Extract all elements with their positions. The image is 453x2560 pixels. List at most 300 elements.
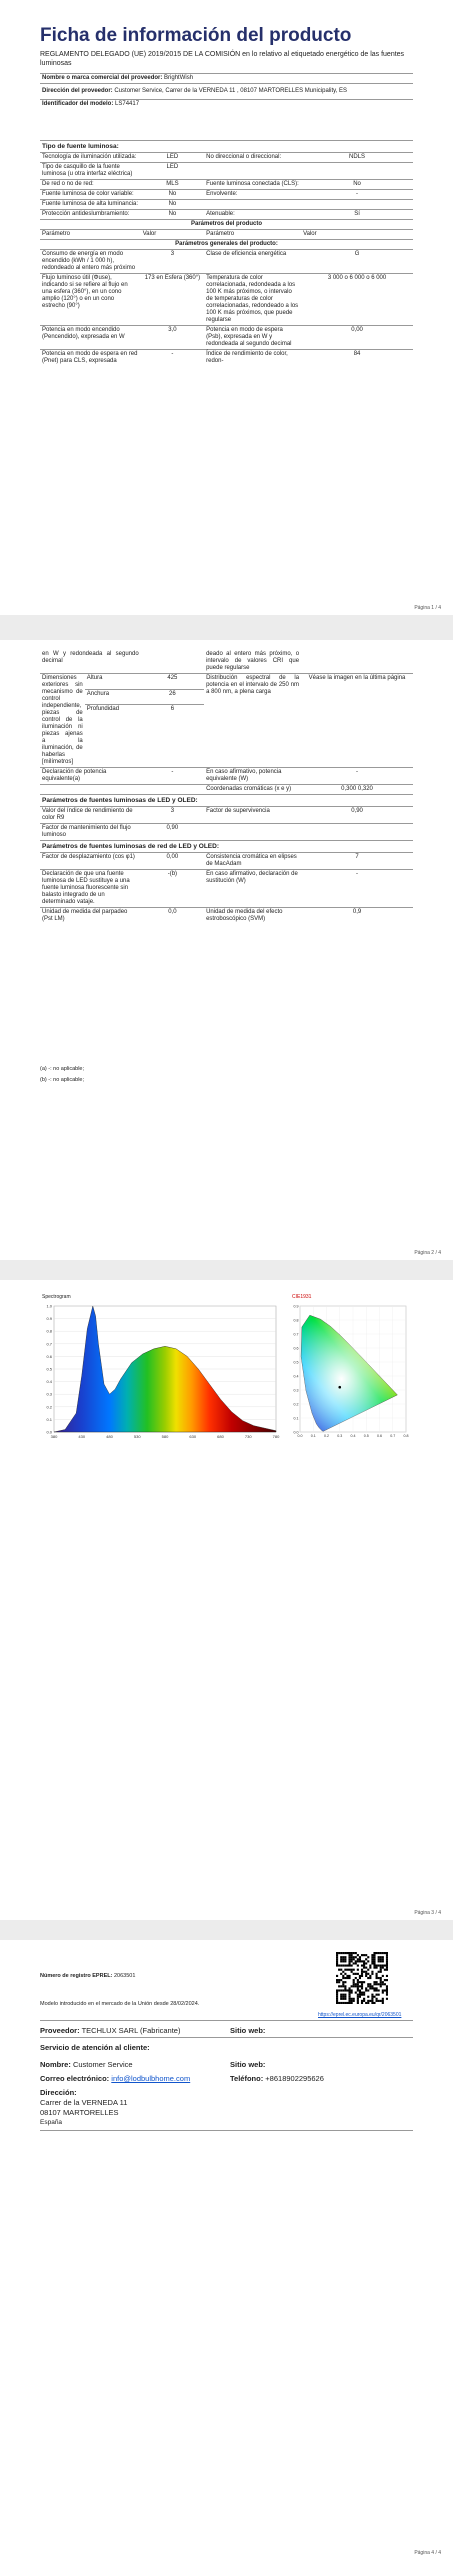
qr-module [357,1958,359,1960]
qr-module [342,1998,344,2000]
qr-module [376,1952,378,1954]
qr-module [376,1987,378,1989]
page-number: Página 2 / 4 [414,1250,441,1256]
qr-module [378,1983,380,1985]
qr-module [357,1998,359,2000]
qr-module [386,1958,388,1960]
qr-module [344,1969,346,1971]
qr-module [382,2000,384,2002]
qr-module [344,1994,346,1996]
qr-module [340,1989,342,1991]
type-label: De red o no de red: [40,180,141,190]
qr-module [373,1958,375,1960]
qr-module [386,1989,388,1991]
qr-module [382,1989,384,1991]
phone: Teléfono: +8618902295626 [230,2074,324,2083]
page-number: Página 4 / 4 [414,2550,441,2556]
qr-module [348,1954,350,1956]
qr-module [338,1981,340,1983]
email: Correo electrónico: info@lodbulbhome.com [40,2074,191,2083]
x-tick-label: 780 [272,1434,280,1439]
type-value: No [301,180,413,190]
y-tick-label: 0.5 [46,1366,52,1372]
page-number: Página 1 / 4 [414,605,441,611]
qr-module [359,1956,361,1958]
qr-module [361,1985,363,1987]
divider [40,2020,413,2021]
qr-module [338,1979,340,1981]
qr-module [359,1996,361,1998]
qr-module [380,1958,382,1960]
qr-module [353,1956,355,1958]
qr-module [348,1962,350,1964]
qr-module [384,1969,386,1971]
qr-module [336,1956,338,1958]
x-tick-label: 380 [50,1434,58,1439]
cie-chart [290,1302,410,1447]
qr-module [359,1977,361,1979]
regulation-text: REGLAMENTO DELEGADO (UE) 2019/2015 DE LA COMISIÓN en lo relativo al etiquetado energético de las fuentes luminosas [40,51,405,67]
qr-module [371,1987,373,1989]
led-value [301,824,413,841]
led-row [40,807,413,824]
y-tick-label: 0.2 [46,1404,52,1410]
qr-module [340,1956,342,1958]
qr-module [348,1989,350,1991]
param-col-2: Parámetro [204,230,301,240]
qr-module [355,1985,357,1987]
spectral-value: Véase la imagen en la última página [301,674,413,768]
qr-module [355,1952,357,1954]
y-tick-label: 0.1 [46,1416,52,1422]
qr-module [351,1954,353,1956]
qr-module [357,1985,359,1987]
eprel-link[interactable]: https://eprel.ec.europa.eu/qr/2063501 [318,2012,402,2018]
qr-module [363,1992,365,1994]
supplier-name-row: Nombre o marca comercial del proveedor: BrightWish [40,74,413,84]
x-tick-label: 0.0 [297,1434,303,1438]
type-row [40,153,413,163]
qr-module [336,1989,338,1991]
type-row [40,210,413,220]
qr-module [382,1958,384,1960]
qr-module [336,1958,338,1960]
section-type: Tipo de fuente luminosa: [40,141,413,153]
chromaticity-point [338,1386,341,1389]
y-tick-label: 0.7 [46,1341,52,1347]
qr-module [336,1994,338,1996]
general-label: Flujo luminoso útil (Φuse), indicando si se refiere al flujo en una esfera (360°), en un cono amplio (120°) o en un cono estrecho (90°) [40,274,141,326]
qr-module [342,1994,344,1996]
qr-module [369,2000,371,2002]
x-tick-label: 0.8 [403,1434,409,1438]
qr-module [357,1996,359,1998]
qr-module [361,1969,363,1971]
qr-module [378,1994,380,1996]
qr-module [351,1960,353,1962]
qr-module [355,1973,357,1975]
qr-code[interactable] [336,1952,388,2004]
y-tick-label: 0.3 [293,1388,299,1393]
qr-module [344,1964,346,1966]
mains-row [40,870,413,908]
x-tick-label: 0.5 [363,1434,369,1438]
qr-module [380,1960,382,1962]
qr-module [342,1989,344,1991]
qr-module [357,1994,359,1996]
cont-left: en W y redondeada al segundo decimal [42,651,139,664]
qr-module [342,1960,344,1962]
mains-row [40,853,413,870]
mains-label: Factor de desplazamiento (cos φ1) [40,853,141,870]
qr-module [359,1958,361,1960]
equiv-power-label: En caso afirmativo, potencia equivalente (W) [204,768,301,785]
qr-module [346,1964,348,1966]
qr-module [367,1985,369,1987]
type-label [204,163,301,180]
x-tick-label: 480 [106,1434,113,1439]
equiv-power-value: - [301,768,413,785]
qr-module [367,2000,369,2002]
qr-module [340,2002,342,2004]
qr-module [344,1952,346,1954]
mains-row [40,908,413,925]
qr-module [348,1977,350,1979]
qr-module [371,2000,373,2002]
x-tick-label: 630 [189,1434,197,1439]
service-website-label: Sitio web: [230,2060,266,2069]
qr-module [340,1958,342,1960]
qr-module [369,1985,371,1987]
qr-module [365,1975,367,1977]
qr-module [380,1952,382,1954]
qr-module [340,1952,342,1954]
type-value: No [141,210,204,220]
qr-module [380,1977,382,1979]
y-tick-label: 0.9 [293,1304,299,1309]
spec-table-2 [40,650,413,924]
type-value: NDLS [301,153,413,163]
qr-module [365,1973,367,1975]
mains-label: Consistencia cromática en elipses de MacAdam [204,853,301,870]
page-4 [0,1940,453,2560]
type-value: LED [141,153,204,163]
x-tick-label: 530 [133,1434,141,1439]
y-tick-label: 0.0 [46,1429,52,1435]
qr-module [348,1952,350,1954]
general-label: Potencia en modo de espera (Psb), expresada en W y redondeada al segundo decimal [204,326,301,350]
type-label: Protección antideslumbramiento: [40,210,141,220]
qr-module [380,2000,382,2002]
type-row [40,190,413,200]
supplier-address-row: Dirección del proveedor: Customer Service, Carrer de la VERNEDA 11 , 08107 MARTORELLES Municipality, ES [40,84,413,100]
qr-module [363,1998,365,2000]
qr-module [361,1987,363,1989]
type-label: Fuente luminosa de color variable: [40,190,141,200]
qr-module [351,1952,353,1954]
qr-module [351,2002,353,2004]
qr-module [351,1998,353,2000]
general-label: Potencia en modo encendido (Pencendido), expresada en W [40,326,141,350]
qr-module [359,1994,361,1996]
qr-module [344,1956,346,1958]
qr-module [361,1994,363,1996]
qr-module [346,1977,348,1979]
qr-module [361,2000,363,2002]
qr-module [342,1983,344,1985]
mains-value: 0,9 [301,908,413,925]
qr-module [357,2002,359,2004]
qr-module [376,1975,378,1977]
qr-module [340,1979,342,1981]
qr-module [351,1989,353,1991]
qr-module [359,1981,361,1983]
mains-label: En caso afirmativo, declaración de sustitución (W) [204,870,301,908]
qr-module [353,1962,355,1964]
qr-module [369,1977,371,1979]
qr-module [371,1956,373,1958]
qr-module [342,1964,344,1966]
y-tick-label: 0.2 [293,1402,299,1407]
mains-value: 7 [301,853,413,870]
dim-label-depth: Profundidad [85,705,141,768]
qr-module [380,1964,382,1966]
led-label [204,824,301,841]
y-tick-label: 0.8 [293,1318,299,1323]
qr-module [378,1952,380,1954]
qr-module [371,1971,373,1973]
qr-module [386,1952,388,1954]
qr-module [363,1964,365,1966]
qr-module [342,1981,344,1983]
qr-module [344,1958,346,1960]
address-label: Dirección: [40,2088,77,2097]
qr-module [336,1981,338,1983]
chroma-value: 0,300 0,320 [301,785,413,795]
led-value: 0,90 [301,807,413,824]
general-label: Clase de eficiencia energética [204,250,301,274]
param-col-1: Parámetro [40,230,141,240]
qr-module [342,1996,344,1998]
qr-module [355,1983,357,1985]
qr-module [348,1958,350,1960]
qr-module [365,1954,367,1956]
led-value: 3 [141,807,204,824]
product-params-header: Parámetros del producto [40,220,413,230]
spec-table-1 [40,140,413,366]
qr-module [351,2000,353,2002]
y-tick-label: 0.8 [46,1328,52,1334]
qr-module [363,1962,365,1964]
qr-module [378,1971,380,1973]
qr-module [357,1973,359,1975]
mains-label: Declaración de que una fuente luminosa de LED sustituye a una fuente luminosa fluorescente sin balasto integrado de un determinado vataje. [40,870,141,908]
cont-right: deado al entero más próximo, o intervalo de valores CRI que puede regularse [206,651,300,671]
qr-module [373,1983,375,1985]
qr-module [382,1964,384,1966]
qr-module [367,1969,369,1971]
qr-module [386,1967,388,1969]
dim-value-width: 26 [141,689,204,705]
qr-module [338,1985,340,1987]
qr-module [378,1958,380,1960]
qr-module [338,1969,340,1971]
mains-header: Parámetros de fuentes luminosas de red de LED y OLED: [40,841,413,853]
y-tick-label: 1.0 [46,1303,52,1309]
qr-module [376,2000,378,2002]
qr-module [355,1962,357,1964]
page-1 [0,0,453,615]
qr-module [348,1994,350,1996]
qr-module [361,2002,363,2004]
qr-module [380,1985,382,1987]
qr-module [386,1992,388,1994]
qr-module [340,1996,342,1998]
x-tick-label: 0.1 [310,1434,316,1438]
qr-module [336,1998,338,2000]
qr-module [357,2000,359,2002]
qr-module [357,1981,359,1983]
qr-module [382,1956,384,1958]
qr-module [353,1958,355,1960]
value-col-2: Valor [301,230,413,240]
qr-module [371,1962,373,1964]
qr-module [367,1989,369,1991]
qr-module [342,2002,344,2004]
qr-module [386,1960,388,1962]
qr-module [373,1996,375,1998]
qr-module [353,1979,355,1981]
qr-module [378,1989,380,1991]
qr-module [378,1956,380,1958]
provider-website-label: Sitio web: [230,2026,266,2035]
qr-module [376,1977,378,1979]
qr-module [357,1964,359,1966]
qr-module [353,2000,355,2002]
type-label: Tecnología de iluminación utilizada: [40,153,141,163]
qr-module [344,1989,346,1991]
qr-module [355,1956,357,1958]
x-tick-label: 0.7 [390,1434,396,1438]
qr-module [376,1983,378,1985]
service-name: Nombre: Customer Service [40,2060,133,2069]
led-oled-header: Parámetros de fuentes luminosas de LED y OLED: [40,795,413,807]
y-tick-label: 0.6 [46,1353,52,1359]
qr-module [353,1973,355,1975]
qr-module [376,1994,378,1996]
qr-module [361,1975,363,1977]
qr-module [359,1985,361,1987]
qr-module [373,1952,375,1954]
mains-label: Unidad de medida del efecto estroboscópico (SVM) [204,908,301,925]
qr-module [361,1971,363,1973]
qr-module [369,1983,371,1985]
qr-module [353,1998,355,2000]
value-col-1: Valor [141,230,204,240]
qr-module [376,1989,378,1991]
qr-module [369,1964,371,1966]
x-tick-label: 0.3 [337,1434,343,1438]
eprel-number: Número de registro EPREL: 2063501 [40,1973,136,1979]
qr-module [342,1958,344,1960]
qr-module [342,1952,344,1954]
qr-module [348,1996,350,1998]
spectral-label: Distribución espectral de la potencia en el intervalo de 250 nm a 800 nm, a plena carga [204,674,301,768]
page-3 [0,1280,453,1920]
qr-module [344,1996,346,1998]
address-line-3: España [40,2119,63,2126]
qr-module [342,1956,344,1958]
page-2 [0,640,453,1260]
y-tick-label: 0.0 [293,1430,299,1435]
qr-module [340,1994,342,1996]
type-label: Fuente luminosa de alta luminancia: [40,200,141,210]
qr-module [336,1979,338,1981]
qr-module [359,1989,361,1991]
qr-module [346,1989,348,1991]
qr-module [359,1975,361,1977]
qr-module [361,1981,363,1983]
qr-module [367,1983,369,1985]
qr-module [351,1985,353,1987]
type-value: No [141,200,204,210]
qr-module [361,1973,363,1975]
type-row [40,200,413,210]
qr-module [371,1994,373,1996]
qr-module [348,1998,350,2000]
dim-value-height: 425 [141,674,204,690]
qr-module [336,2000,338,2002]
qr-module [351,1958,353,1960]
qr-module [340,1973,342,1975]
qr-module [371,1996,373,1998]
qr-module [342,1975,344,1977]
qr-module [382,2002,384,2004]
qr-module [348,2002,350,2004]
qr-module [344,1977,346,1979]
qr-module [336,1952,338,1954]
qr-module [373,1954,375,1956]
general-label: Consumo de energía en modo encendido (kWh / 1 000 h), redondeado al entero más próximo [40,250,141,274]
led-label: Factor de supervivencia [204,807,301,824]
page-title: Ficha de información del producto [40,25,352,46]
qr-module [384,1952,386,1954]
qr-module [386,1975,388,1977]
qr-module [373,1989,375,1991]
qr-module [355,1992,357,1994]
qr-module [371,1998,373,2000]
qr-module [386,1964,388,1966]
qr-module [371,1960,373,1962]
qr-module [376,1973,378,1975]
qr-module [373,1956,375,1958]
qr-module [373,1967,375,1969]
led-label: Factor de mantenimiento del flujo luminoso [40,824,141,841]
qr-module [382,1967,384,1969]
qr-module [336,1992,338,1994]
qr-module [363,1971,365,1973]
email-link[interactable]: info@lodbulbhome.com [111,2074,191,2083]
spectrogram-chart [40,1302,280,1447]
qr-module [348,1975,350,1977]
qr-module [373,1960,375,1962]
qr-module [336,1960,338,1962]
qr-module [367,1956,369,1958]
general-params-header: Parámetros generales del producto: [40,240,413,250]
qr-module [338,1989,340,1991]
qr-module [348,1960,350,1962]
service-header: Servicio de atención al cliente: [40,2043,150,2052]
